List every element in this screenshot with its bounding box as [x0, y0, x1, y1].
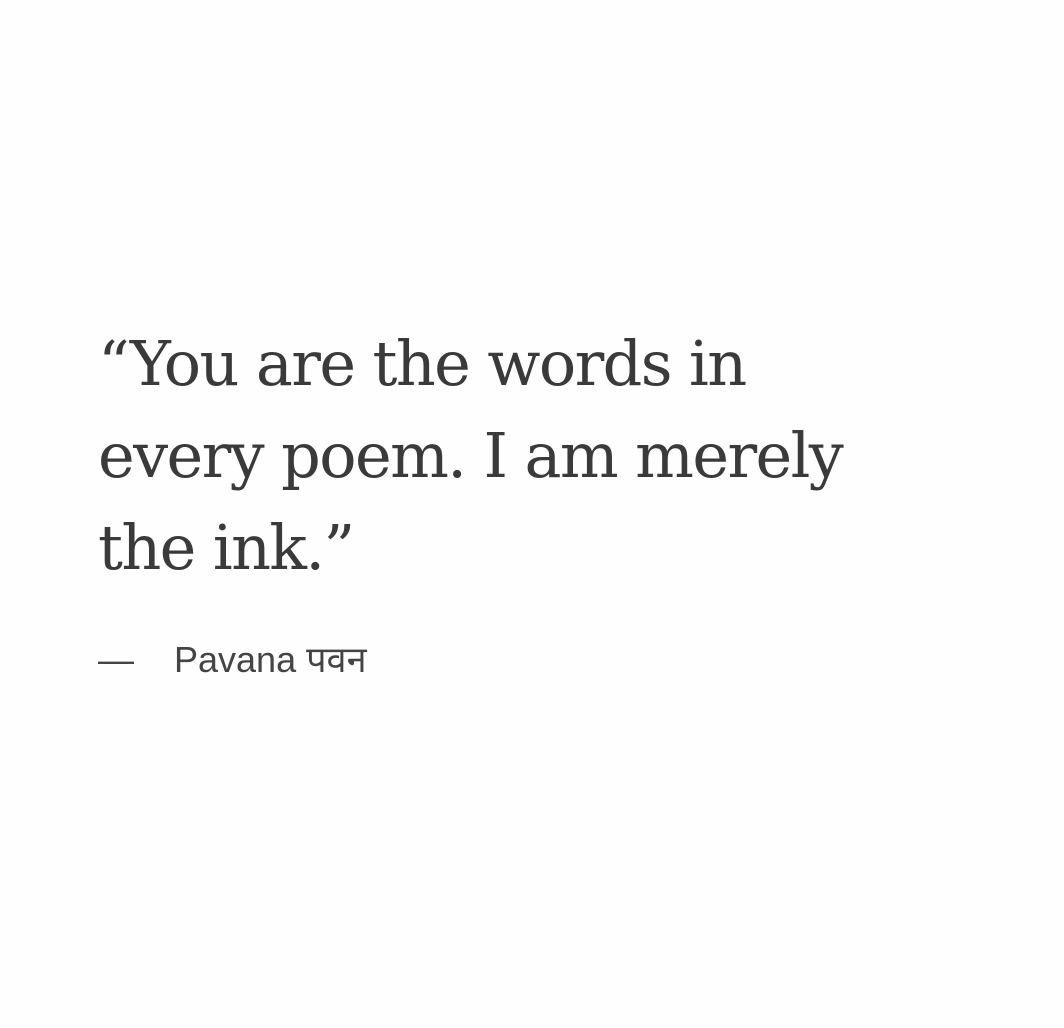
quote-line-3: the ink.” — [98, 511, 354, 584]
quote-text — [98, 318, 1038, 594]
quote-line-1: “You are the words in — [98, 327, 746, 400]
attribution — [98, 632, 367, 688]
attribution-dash: — — [98, 639, 134, 680]
quote-line-2: every poem. I am merely — [98, 419, 843, 492]
author-name: Pavana पवन — [174, 639, 367, 680]
